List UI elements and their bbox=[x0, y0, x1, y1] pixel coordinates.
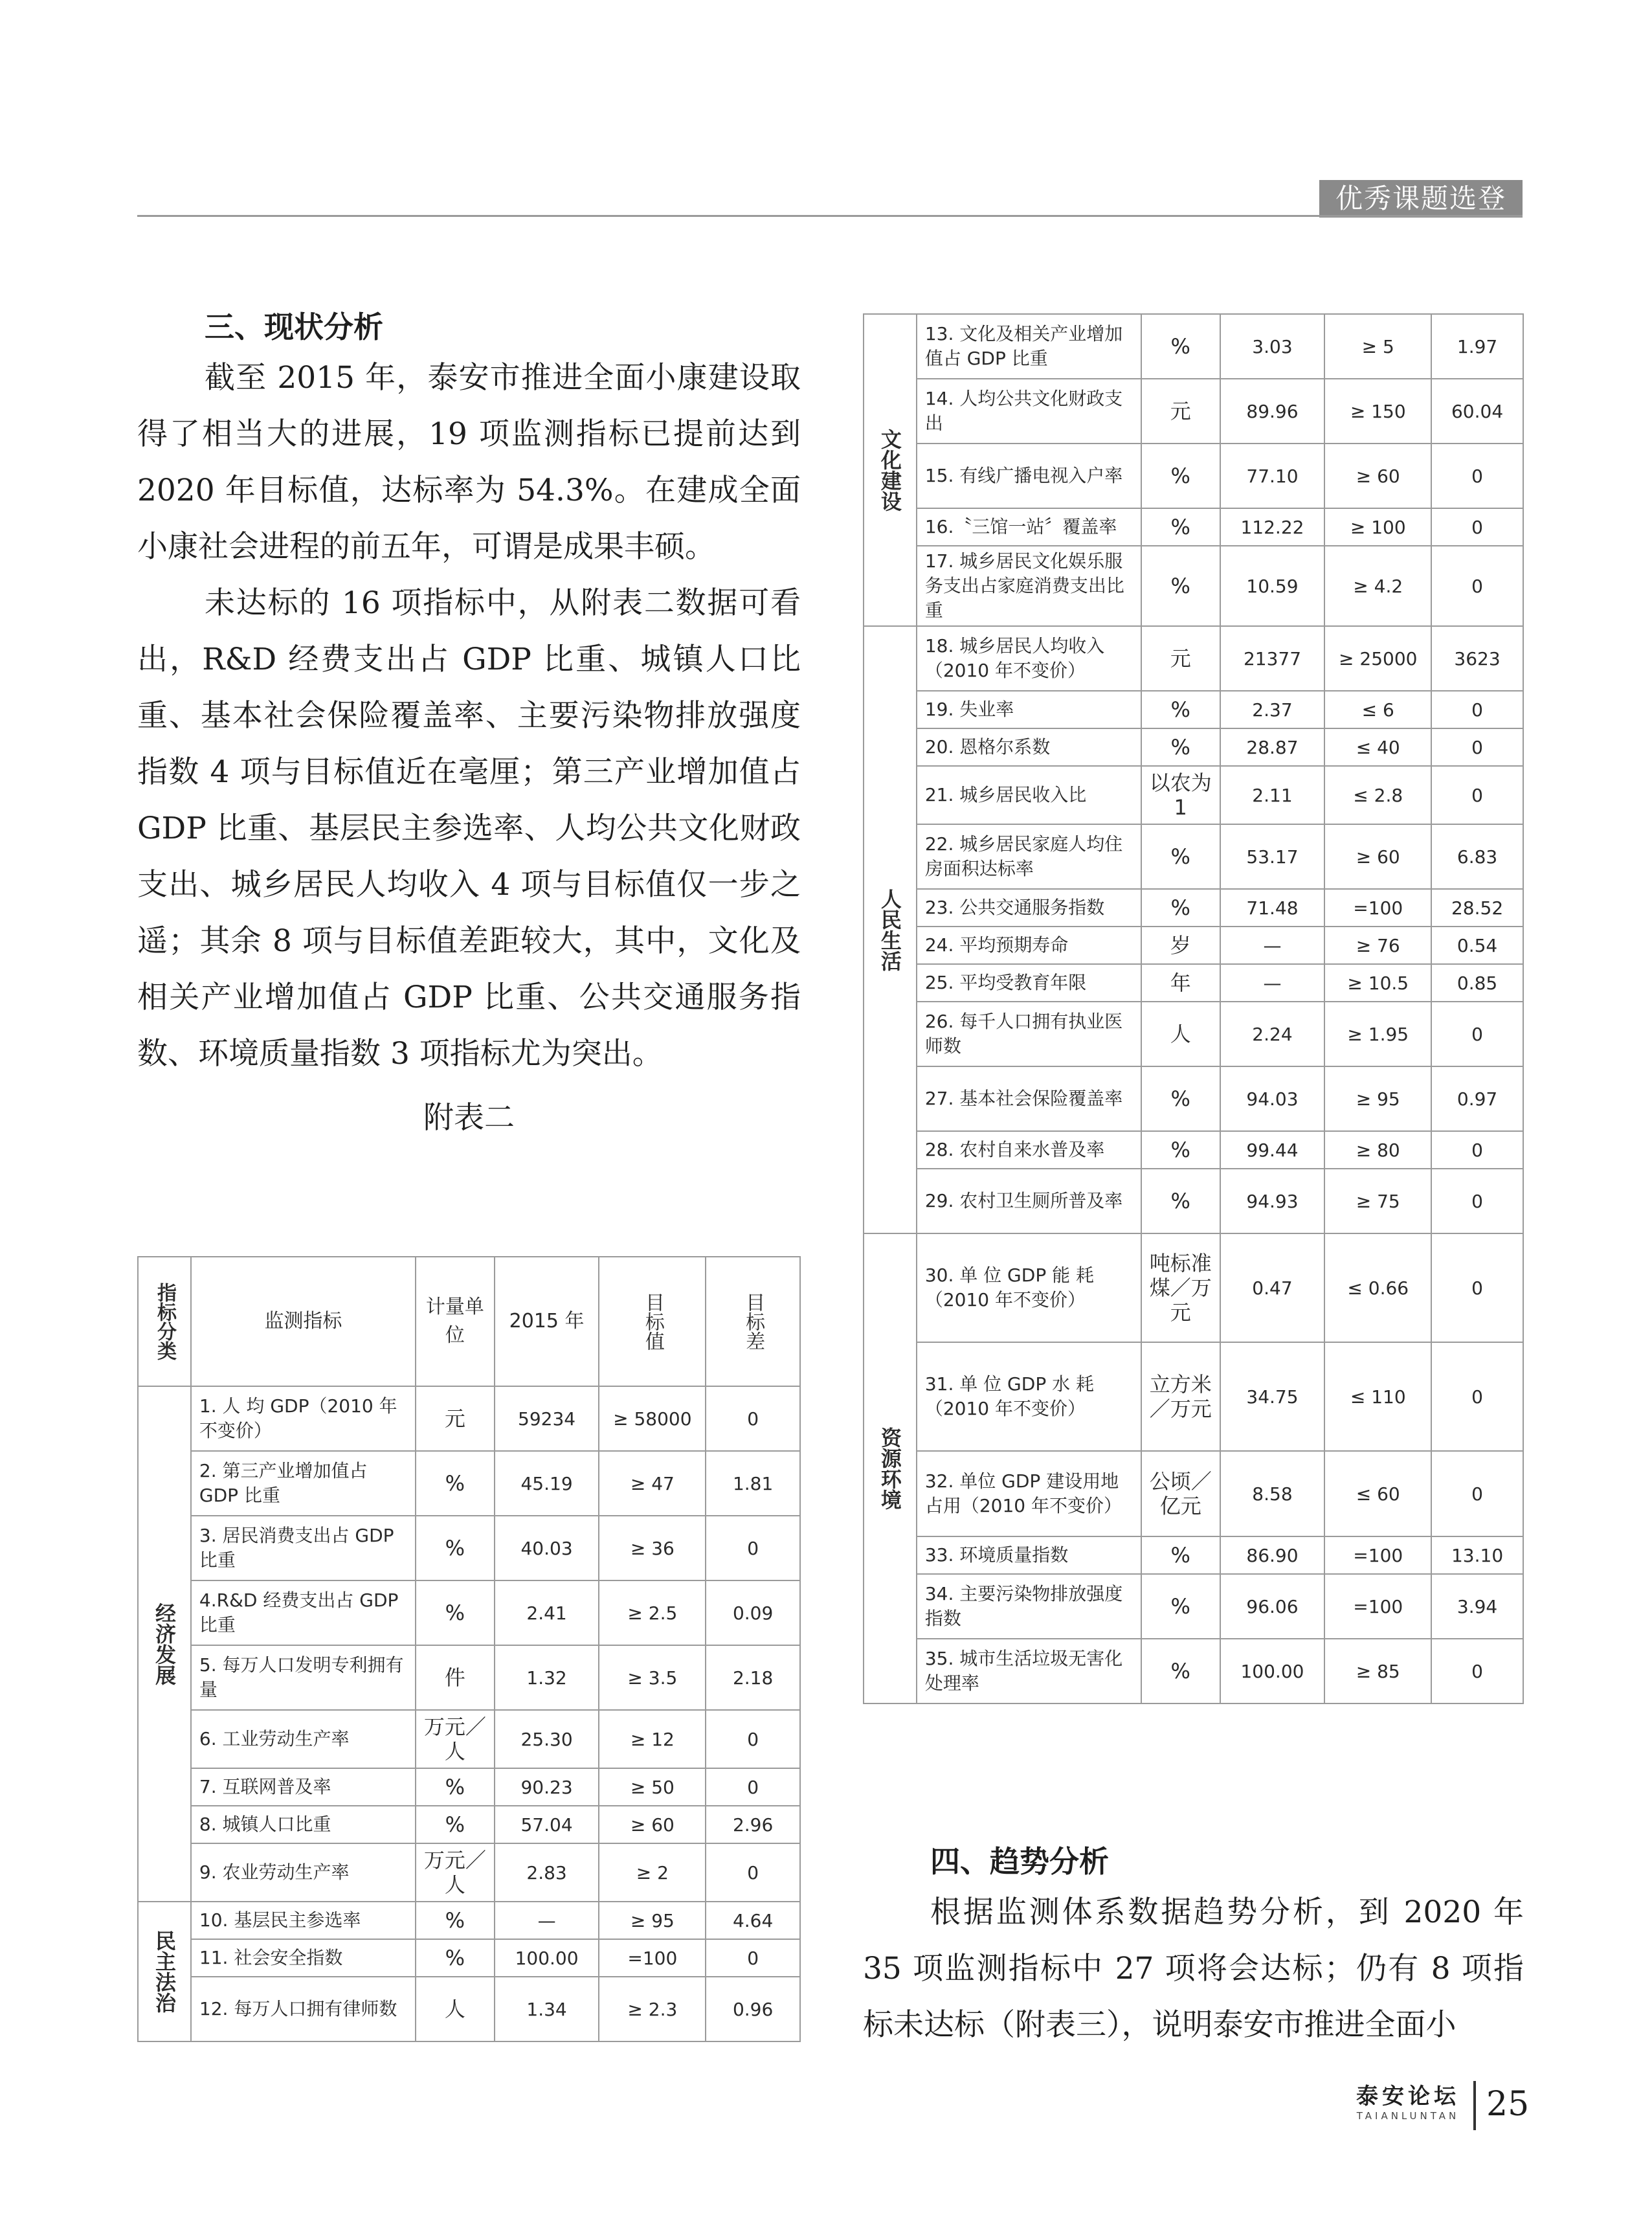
footer-brand-cn: 泰安论坛 bbox=[1356, 2084, 1460, 2109]
value-2015-cell: 2.11 bbox=[1220, 766, 1325, 824]
unit-cell: 元 bbox=[416, 1386, 495, 1451]
value-2015-cell: 3.03 bbox=[1220, 314, 1325, 379]
target-cell: ≤ 60 bbox=[1324, 1451, 1431, 1536]
unit-cell: 万元／人 bbox=[416, 1710, 495, 1768]
unit-cell: 公顷／亿元 bbox=[1141, 1451, 1220, 1536]
indicator-cell: 12. 每万人口拥有律师数 bbox=[191, 1977, 416, 2041]
target-cell: =100 bbox=[1324, 1574, 1431, 1639]
gap-cell: 0 bbox=[1431, 766, 1523, 824]
unit-cell: % bbox=[1141, 728, 1220, 766]
value-2015-cell: 0.47 bbox=[1220, 1233, 1325, 1342]
unit-cell: % bbox=[1141, 1066, 1220, 1131]
value-2015-cell: 1.34 bbox=[495, 1977, 599, 2041]
page-number: 25 bbox=[1486, 2085, 1530, 2124]
target-cell: ≥ 100 bbox=[1324, 508, 1431, 546]
gap-cell: 0 bbox=[1431, 1131, 1523, 1169]
unit-cell: 立方米／万元 bbox=[1141, 1342, 1220, 1451]
table-row bbox=[864, 964, 1523, 1002]
gap-cell: 13.10 bbox=[1431, 1536, 1523, 1574]
value-2015-cell: 94.03 bbox=[1220, 1066, 1325, 1131]
value-2015-cell: 2.24 bbox=[1220, 1002, 1325, 1066]
unit-cell: % bbox=[1141, 1169, 1220, 1233]
gap-cell: 0 bbox=[1431, 444, 1523, 508]
table-row bbox=[864, 889, 1523, 927]
table-row bbox=[864, 691, 1523, 728]
gap-cell: 6.83 bbox=[1431, 824, 1523, 889]
value-2015-cell: 2.41 bbox=[495, 1580, 599, 1645]
gap-cell: 0 bbox=[706, 1843, 800, 1902]
target-cell: =100 bbox=[1324, 1536, 1431, 1574]
indicator-cell: 10. 基层民主参选率 bbox=[191, 1902, 416, 1939]
unit-cell: % bbox=[1141, 508, 1220, 546]
table-row bbox=[138, 1902, 800, 1939]
table-row bbox=[864, 508, 1523, 546]
table-row bbox=[864, 927, 1523, 964]
table-row bbox=[864, 314, 1523, 379]
category-cell: 文化建设 bbox=[864, 314, 917, 626]
gap-cell: 0 bbox=[706, 1939, 800, 1977]
table-row bbox=[864, 728, 1523, 766]
value-2015-cell: 94.93 bbox=[1220, 1169, 1325, 1233]
gap-cell: 0.54 bbox=[1431, 927, 1523, 964]
left-column bbox=[137, 304, 801, 1144]
gap-cell: 2.18 bbox=[706, 1645, 800, 1710]
gap-cell: 0 bbox=[1431, 1342, 1523, 1451]
gap-cell: 0 bbox=[1431, 1169, 1523, 1233]
indicator-cell: 28. 农村自来水普及率 bbox=[917, 1131, 1141, 1169]
value-2015-cell: 90.23 bbox=[495, 1768, 599, 1806]
table-row bbox=[864, 444, 1523, 508]
indicator-cell: 24. 平均预期寿命 bbox=[917, 927, 1141, 964]
target-cell: ≥ 2.3 bbox=[599, 1977, 706, 2041]
footer-brand bbox=[1352, 2084, 1464, 2122]
table-row bbox=[864, 1131, 1523, 1169]
table-row bbox=[138, 1386, 800, 1451]
section-3-paragraph-2: 未达标的 16 项指标中，从附表二数据可看出，R&D 经费支出占 GDP 比重、城镇人口比重、基本社会保险覆盖率、主要污染物排放强度指数 4 项与目标值近在毫厘；第三产业增加值占 GDP 比重、基层民主参选率、人均公共文化财政支出、城乡居民人均收入 4 项与目标值仅一步之遥；其余 8 项与目标值差距较大，其中，文化及相关产业增加值占 GDP 比重、公共交通服务指数、环境质量指数 3 项指标尤为突出。 bbox=[137, 585, 801, 1072]
table-row bbox=[138, 1710, 800, 1768]
value-2015-cell: 57.04 bbox=[495, 1806, 599, 1843]
indicator-cell: 23. 公共交通服务指数 bbox=[917, 889, 1141, 927]
target-cell: =100 bbox=[1324, 889, 1431, 927]
table-row bbox=[864, 1342, 1523, 1451]
right-column bbox=[863, 1839, 1524, 2053]
table-row bbox=[864, 1002, 1523, 1066]
target-cell: ≥ 25000 bbox=[1324, 626, 1431, 691]
value-2015-cell: 112.22 bbox=[1220, 508, 1325, 546]
unit-cell: % bbox=[1141, 889, 1220, 927]
table-row bbox=[138, 1939, 800, 1977]
indicator-cell: 33. 环境质量指数 bbox=[917, 1536, 1141, 1574]
value-2015-cell: 8.58 bbox=[1220, 1451, 1325, 1536]
indicator-cell: 7. 互联网普及率 bbox=[191, 1768, 416, 1806]
target-cell: ≥ 10.5 bbox=[1324, 964, 1431, 1002]
table-row bbox=[138, 1843, 800, 1902]
unit-cell: % bbox=[416, 1806, 495, 1843]
gap-cell: 0 bbox=[1431, 728, 1523, 766]
indicator-cell: 32. 单位 GDP 建设用地占用（2010 年不变价） bbox=[917, 1451, 1141, 1536]
table-row bbox=[864, 1639, 1523, 1703]
table-row bbox=[864, 1574, 1523, 1639]
target-cell: ≤ 0.66 bbox=[1324, 1233, 1431, 1342]
table-row bbox=[864, 546, 1523, 626]
value-2015-cell: 53.17 bbox=[1220, 824, 1325, 889]
table-row bbox=[864, 1451, 1523, 1536]
category-cell: 经济发展 bbox=[138, 1386, 191, 1902]
gap-cell: 0 bbox=[706, 1386, 800, 1451]
target-cell: ≥ 36 bbox=[599, 1516, 706, 1580]
indicator-cell: 20. 恩格尔系数 bbox=[917, 728, 1141, 766]
target-cell: ≤ 2.8 bbox=[1324, 766, 1431, 824]
target-cell: ≥ 150 bbox=[1324, 379, 1431, 444]
target-cell: ≥ 50 bbox=[599, 1768, 706, 1806]
indicator-cell: 26. 每千人口拥有执业医师数 bbox=[917, 1002, 1141, 1066]
gap-cell: 28.52 bbox=[1431, 889, 1523, 927]
indicator-cell: 9. 农业劳动生产率 bbox=[191, 1843, 416, 1902]
target-cell: =100 bbox=[599, 1939, 706, 1977]
value-2015-cell: 99.44 bbox=[1220, 1131, 1325, 1169]
header-rule bbox=[137, 215, 1523, 217]
unit-cell: % bbox=[416, 1939, 495, 1977]
unit-cell: % bbox=[1141, 444, 1220, 508]
table-row bbox=[864, 1536, 1523, 1574]
indicator-cell: 17. 城乡居民文化娱乐服务支出占家庭消费支出比重 bbox=[917, 546, 1141, 626]
section-3-paragraph-1: 截至 2015 年，泰安市推进全面小康建设取得了相当大的进展，19 项监测指标已提前达到 2020 年目标值，达标率为 54.3%。在建成全面小康社会进程的前五年，可谓是成果丰硕。 bbox=[137, 360, 801, 565]
value-2015-cell: 2.37 bbox=[1220, 691, 1325, 728]
indicator-cell: 34. 主要污染物排放强度指数 bbox=[917, 1574, 1141, 1639]
indicator-cell: 16.〝三馆一站〞覆盖率 bbox=[917, 508, 1141, 546]
target-cell: ≥ 60 bbox=[1324, 824, 1431, 889]
indicator-cell: 19. 失业率 bbox=[917, 691, 1141, 728]
target-cell: ≥ 95 bbox=[599, 1902, 706, 1939]
indicator-cell: 18. 城乡居民人均收入（2010 年不变价） bbox=[917, 626, 1141, 691]
target-cell: ≥ 58000 bbox=[599, 1386, 706, 1451]
table-row bbox=[864, 766, 1523, 824]
header-unit: 计量单位 bbox=[416, 1257, 495, 1386]
unit-cell: 吨标准煤／万元 bbox=[1141, 1233, 1220, 1342]
value-2015-cell: 10.59 bbox=[1220, 546, 1325, 626]
gap-cell: 1.97 bbox=[1431, 314, 1523, 379]
table-row bbox=[138, 1977, 800, 2041]
target-cell: ≥ 47 bbox=[599, 1451, 706, 1516]
value-2015-cell: 2.83 bbox=[495, 1843, 599, 1902]
unit-cell: % bbox=[1141, 824, 1220, 889]
target-cell: ≥ 85 bbox=[1324, 1639, 1431, 1703]
value-2015-cell: 100.00 bbox=[495, 1939, 599, 1977]
table-caption: 附表二 bbox=[423, 1100, 515, 1136]
unit-cell: 以农为 1 bbox=[1141, 766, 1220, 824]
header-target: 目标值 bbox=[599, 1257, 706, 1386]
table-row bbox=[138, 1580, 800, 1645]
value-2015-cell: 59234 bbox=[495, 1386, 599, 1451]
indicator-cell: 27. 基本社会保险覆盖率 bbox=[917, 1066, 1141, 1131]
gap-cell: 0.97 bbox=[1431, 1066, 1523, 1131]
indicator-table-part-1 bbox=[137, 1256, 801, 2042]
value-2015-cell: — bbox=[495, 1902, 599, 1939]
table-row bbox=[864, 1169, 1523, 1233]
unit-cell: % bbox=[1141, 546, 1220, 626]
unit-cell: % bbox=[1141, 1131, 1220, 1169]
gap-cell: 0 bbox=[1431, 1002, 1523, 1066]
target-cell: ≤ 6 bbox=[1324, 691, 1431, 728]
unit-cell: 年 bbox=[1141, 964, 1220, 1002]
target-cell: ≥ 60 bbox=[1324, 444, 1431, 508]
gap-cell: 0 bbox=[1431, 1451, 1523, 1536]
table-row bbox=[138, 1645, 800, 1710]
gap-cell: 0 bbox=[1431, 1639, 1523, 1703]
unit-cell: % bbox=[1141, 691, 1220, 728]
indicator-cell: 4.R&D 经费支出占 GDP 比重 bbox=[191, 1580, 416, 1645]
gap-cell: 1.81 bbox=[706, 1451, 800, 1516]
table-row bbox=[864, 626, 1523, 691]
indicator-cell: 13. 文化及相关产业增加值占 GDP 比重 bbox=[917, 314, 1141, 379]
footer-brand-en: TAIANLUNTAN bbox=[1356, 2110, 1460, 2122]
indicator-cell: 21. 城乡居民收入比 bbox=[917, 766, 1141, 824]
category-cell: 民主法治 bbox=[138, 1902, 191, 2041]
indicator-cell: 14. 人均公共文化财政支出 bbox=[917, 379, 1141, 444]
section-3-heading: 三、现状分析 bbox=[205, 309, 383, 344]
header-2015: 2015 年 bbox=[495, 1257, 599, 1386]
indicator-cell: 35. 城市生活垃圾无害化处理率 bbox=[917, 1639, 1141, 1703]
gap-cell: 0.85 bbox=[1431, 964, 1523, 1002]
gap-cell: 3623 bbox=[1431, 626, 1523, 691]
unit-cell: 元 bbox=[1141, 626, 1220, 691]
gap-cell: 0 bbox=[1431, 546, 1523, 626]
unit-cell: 件 bbox=[416, 1645, 495, 1710]
value-2015-cell: 1.32 bbox=[495, 1645, 599, 1710]
target-cell: ≥ 75 bbox=[1324, 1169, 1431, 1233]
target-cell: ≤ 40 bbox=[1324, 728, 1431, 766]
header-category: 指标分类 bbox=[138, 1257, 191, 1386]
table-row bbox=[138, 1516, 800, 1580]
indicator-cell: 6. 工业劳动生产率 bbox=[191, 1710, 416, 1768]
unit-cell: 人 bbox=[416, 1977, 495, 2041]
gap-cell: 4.64 bbox=[706, 1902, 800, 1939]
target-cell: ≥ 95 bbox=[1324, 1066, 1431, 1131]
gap-cell: 60.04 bbox=[1431, 379, 1523, 444]
category-cell: 人民生活 bbox=[864, 626, 917, 1233]
gap-cell: 0 bbox=[1431, 691, 1523, 728]
header-indicator: 监测指标 bbox=[191, 1257, 416, 1386]
value-2015-cell: — bbox=[1220, 964, 1325, 1002]
unit-cell: % bbox=[416, 1451, 495, 1516]
target-cell: ≥ 1.95 bbox=[1324, 1002, 1431, 1066]
target-cell: ≥ 12 bbox=[599, 1710, 706, 1768]
category-cell: 资源环境 bbox=[864, 1233, 917, 1703]
indicator-cell: 5. 每万人口发明专利拥有量 bbox=[191, 1645, 416, 1710]
unit-cell: % bbox=[1141, 1639, 1220, 1703]
value-2015-cell: 77.10 bbox=[1220, 444, 1325, 508]
unit-cell: % bbox=[1141, 1574, 1220, 1639]
target-cell: ≥ 60 bbox=[599, 1806, 706, 1843]
unit-cell: 岁 bbox=[1141, 927, 1220, 964]
table-row bbox=[864, 379, 1523, 444]
gap-cell: 2.96 bbox=[706, 1806, 800, 1843]
gap-cell: 0 bbox=[1431, 1233, 1523, 1342]
value-2015-cell: 86.90 bbox=[1220, 1536, 1325, 1574]
indicator-cell: 22. 城乡居民家庭人均住房面积达标率 bbox=[917, 824, 1141, 889]
indicator-cell: 31. 单 位 GDP 水 耗（2010 年不变价） bbox=[917, 1342, 1141, 1451]
value-2015-cell: — bbox=[1220, 927, 1325, 964]
target-cell: ≥ 3.5 bbox=[599, 1645, 706, 1710]
gap-cell: 0 bbox=[706, 1710, 800, 1768]
footer-divider bbox=[1473, 2081, 1476, 2130]
unit-cell: % bbox=[416, 1902, 495, 1939]
unit-cell: % bbox=[416, 1580, 495, 1645]
value-2015-cell: 71.48 bbox=[1220, 889, 1325, 927]
indicator-cell: 15. 有线广播电视入户率 bbox=[917, 444, 1141, 508]
value-2015-cell: 21377 bbox=[1220, 626, 1325, 691]
table-row bbox=[138, 1451, 800, 1516]
indicator-table-part-2 bbox=[863, 313, 1524, 1704]
value-2015-cell: 96.06 bbox=[1220, 1574, 1325, 1639]
indicator-cell: 2. 第三产业增加值占 GDP 比重 bbox=[191, 1451, 416, 1516]
value-2015-cell: 25.30 bbox=[495, 1710, 599, 1768]
table-row bbox=[864, 1233, 1523, 1342]
indicator-cell: 29. 农村卫生厕所普及率 bbox=[917, 1169, 1141, 1233]
target-cell: ≥ 2 bbox=[599, 1843, 706, 1902]
value-2015-cell: 45.19 bbox=[495, 1451, 599, 1516]
gap-cell: 0 bbox=[706, 1516, 800, 1580]
target-cell: ≥ 4.2 bbox=[1324, 546, 1431, 626]
table-row bbox=[138, 1768, 800, 1806]
gap-cell: 0 bbox=[706, 1768, 800, 1806]
table-row bbox=[138, 1806, 800, 1843]
indicator-cell: 1. 人 均 GDP（2010 年不变价） bbox=[191, 1386, 416, 1451]
indicator-cell: 11. 社会安全指数 bbox=[191, 1939, 416, 1977]
target-cell: ≥ 5 bbox=[1324, 314, 1431, 379]
gap-cell: 0.96 bbox=[706, 1977, 800, 2041]
unit-cell: % bbox=[1141, 314, 1220, 379]
section-4-paragraph: 根据监测体系数据趋势分析，到 2020 年 35 项监测指标中 27 项将会达标；仍有 8 项指标未达标（附表三），说明泰安市推进全面小 bbox=[863, 1894, 1524, 2043]
unit-cell: % bbox=[416, 1516, 495, 1580]
indicator-cell: 3. 居民消费支出占 GDP 比重 bbox=[191, 1516, 416, 1580]
value-2015-cell: 28.87 bbox=[1220, 728, 1325, 766]
value-2015-cell: 34.75 bbox=[1220, 1342, 1325, 1451]
unit-cell: % bbox=[1141, 1536, 1220, 1574]
target-cell: ≥ 80 bbox=[1324, 1131, 1431, 1169]
column-label: 优秀课题选登 bbox=[1319, 180, 1523, 218]
unit-cell: % bbox=[416, 1768, 495, 1806]
table-row bbox=[864, 824, 1523, 889]
section-4-heading: 四、趋势分析 bbox=[930, 1844, 1109, 1879]
indicator-cell: 8. 城镇人口比重 bbox=[191, 1806, 416, 1843]
value-2015-cell: 89.96 bbox=[1220, 379, 1325, 444]
indicator-cell: 25. 平均受教育年限 bbox=[917, 964, 1141, 1002]
gap-cell: 0.09 bbox=[706, 1580, 800, 1645]
value-2015-cell: 100.00 bbox=[1220, 1639, 1325, 1703]
header-gap: 目标差 bbox=[706, 1257, 800, 1386]
target-cell: ≥ 76 bbox=[1324, 927, 1431, 964]
indicator-cell: 30. 单 位 GDP 能 耗（2010 年不变价） bbox=[917, 1233, 1141, 1342]
gap-cell: 0 bbox=[1431, 508, 1523, 546]
target-cell: ≥ 2.5 bbox=[599, 1580, 706, 1645]
table-row bbox=[864, 1066, 1523, 1131]
unit-cell: 元 bbox=[1141, 379, 1220, 444]
target-cell: ≤ 110 bbox=[1324, 1342, 1431, 1451]
value-2015-cell: 40.03 bbox=[495, 1516, 599, 1580]
unit-cell: 万元／人 bbox=[416, 1843, 495, 1902]
gap-cell: 3.94 bbox=[1431, 1574, 1523, 1639]
unit-cell: 人 bbox=[1141, 1002, 1220, 1066]
